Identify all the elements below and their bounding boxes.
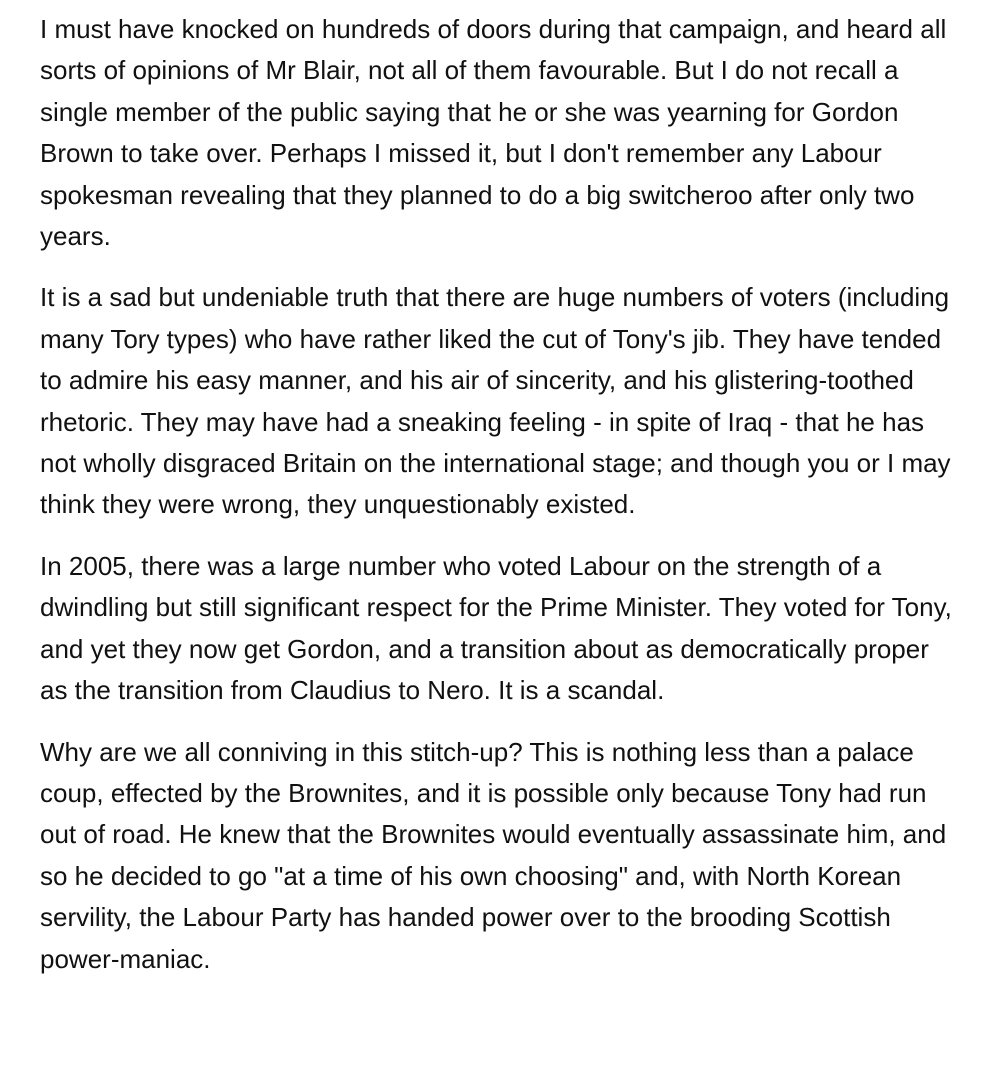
article-paragraph-3: In 2005, there was a large number who voted Labour on the strength of a dwindling but still significant respect for the Prime Minister. They voted for Tony, and yet they now get Gordon, and a transition about as democratically proper as the transition from Claudius to Nero. It is a scandal. [40, 550, 952, 706]
article-paragraph-1: I must have knocked on hundreds of doors during that campaign, and heard all sorts of opinions of Mr Blair, not all of them favourable. But I do not recall a single member of the public saying that he or she was yearning for Gordon Brown to take over. Perhaps I missed it, but I don't remember any Labour spokesman revealing that they planned to do a big switcheroo after only two years. [40, 14, 947, 252]
article-paragraph-4: Why are we all conniving in this stitch-up? This is nothing less than a palace coup, effected by the Brownites, and it is possible only because Tony had run out of road. He knew that the Brownites would eventually assassinate him, and so he decided to go "at a time of his own choosing" and, with North Korean servility, the Labour Party has handed power over to the brooding Scottish power-maniac. [40, 736, 947, 974]
article-body [40, 9, 960, 980]
article-paragraph-2: It is a sad but undeniable truth that there are huge numbers of voters (including many Tory types) who have rather liked the cut of Tony's jib. They have tended to admire his easy manner, and his air of sincerity, and his glistering-toothed rhetoric. They may have had a sneaking feeling - in spite of Iraq - that he has not wholly disgraced Britain on the international stage; and though you or I may think they were wrong, they unquestionably existed. [40, 282, 951, 520]
